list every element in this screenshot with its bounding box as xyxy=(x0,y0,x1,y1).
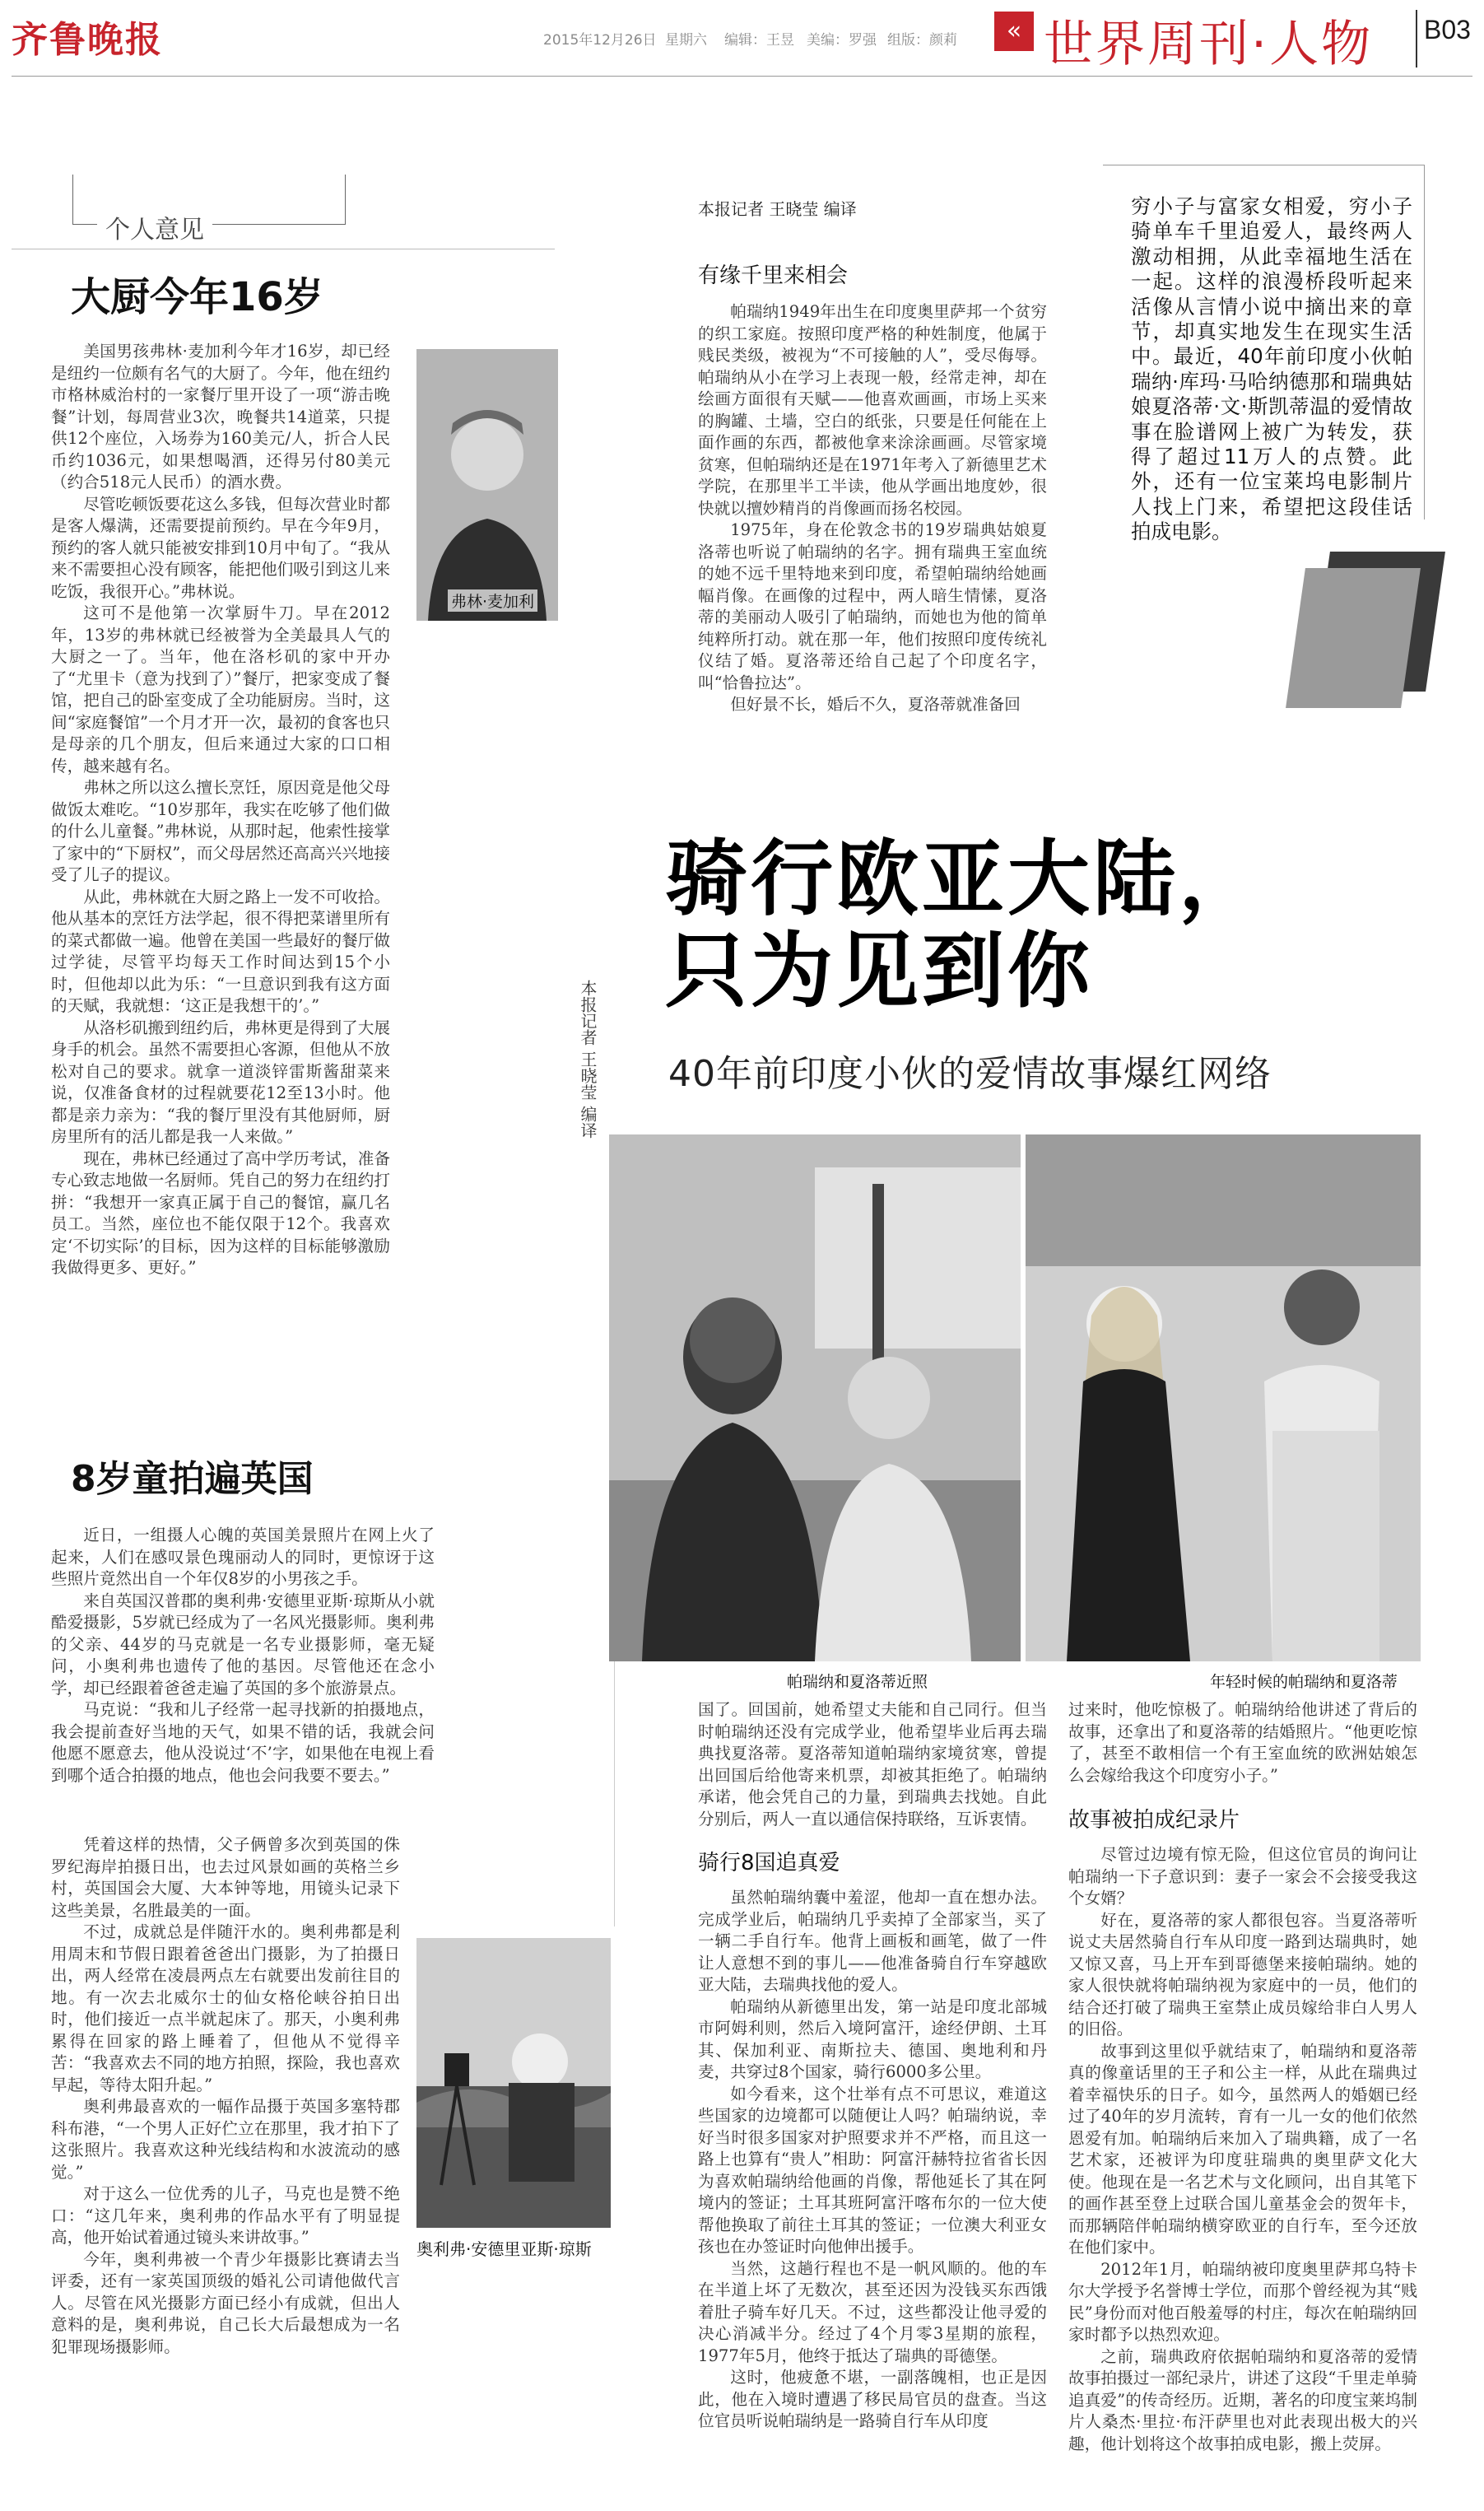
section2-paragraph: 虽然帕瑞纳囊中羞涩，他却一直在想办法。完成学业后，帕瑞纳几乎卖掉了全部家当，买了一辆二手自行车。他背上画板和画笔，做了一件让人意想不到的事儿——他准备骑自行车穿越欧亚大陆，去瑞典找他的爱人。 xyxy=(698,1888,1047,1994)
story1-paragraph: 从洛杉矶搬到纽约后，弗林更是得到了大展身手的机会。虽然不需要担心客源，但他从不放松对自己的要求。就拿一道淡锌雷斯酱甜菜来说，仅准备食材的过程就要花12至13小时。他都是亲力亲为：“我的餐厅里没有其他厨师，厨房里所有的活儿都是我一人来做。” xyxy=(51,1018,390,1146)
section-title: 世界周刊·人物 xyxy=(1044,16,1374,73)
headline xyxy=(665,833,1264,1018)
story2-paragraph: 不过，成就总是伴随汗水的。奥利弗都是利用周末和节假日跟着爸爸出门摄影，为了拍摄日出，两人经常在凌晨两点左右就要出发前往目的地。有一次去北威尔士的仙女格伦峡谷拍日出时，他们接近一点半就起床了。那天，小奥利弗累得在回家的路上睡着了，但他从不觉得辛苦：“我喜欢去不同的地方拍照，探险，我也喜欢早起，等待太阳升起。” xyxy=(51,1922,400,2094)
issue-date: 2015年12月26日 xyxy=(543,32,657,49)
story2-paragraph: 马克说：“我和儿子经常一起寻找新的拍摄地点，我会提前查好当地的天气，如果不错的话，我就会问他愿不愿意去，他从没说过‘不’字，如果他在电视上看到哪个适合拍摄的地点，他也会问我要不要去。” xyxy=(51,1700,435,1785)
headline-line2: 只为见到你 xyxy=(665,923,1093,1019)
story2-title: 8岁童拍遍英国 xyxy=(71,1458,314,1500)
page-number: B03 xyxy=(1424,15,1471,44)
story2-paragraph: 来自英国汉普郡的奥利弗·安德里亚斯·琼斯从小就酷爱摄影，5岁就已经成为了一名风光摄影师。奥利弗的父亲、44岁的马克就是一名专业摄影师，毫无疑问，小奥利弗也遗传了他的基因。尽管他还在念小学，却已经跟着爸爸走遍了英国的多个旅游景点。 xyxy=(51,1591,435,1698)
feature-byline: 本报记者 王晓莹 编译 xyxy=(698,199,857,219)
story1-paragraph: 美国男孩弗林·麦加利今年才16岁，却已经是纽约一位颇有名气的大厨了。今年，他在纽约市格林威治村的一家餐厅里开设了一项“游击晚餐”计划，每周营业3次，晚餐共14道菜，只提供12个座位，入场券为160美元/人，折合人民币约1036元，如果想喝酒，还得另付80美元（约合518元人民币）的酒水费。 xyxy=(51,342,390,491)
flynn-photo-caption: 弗林·麦加利 xyxy=(448,589,537,612)
couple-young-photo xyxy=(1026,1134,1421,1661)
vertical-byline xyxy=(576,980,598,1139)
section3-intro xyxy=(1068,1699,1417,1787)
story1-paragraph: 现在，弗林已经通过了高中学历考试，准备专心致志地做一名厨师。凭自己的努力在纽约打拼：“我想开一家真正属于自己的餐馆，赢几名员工。当然，座位也不能仅限于12个。我喜欢定‘不切实际’的目标，因为这样的目标能够激励我做得更多、更好。” xyxy=(51,1148,390,1277)
issue-weekday: 星期六 xyxy=(665,32,707,49)
story2-paragraph: 对于这么一位优秀的儿子，马克也是赞不绝口：“这几年来，奥利弗的作品水平有了明显提高，他开始试着通过镜头来讲故事。” xyxy=(51,2184,400,2247)
couple-recent-photo-icon xyxy=(609,1134,1021,1661)
masthead-rule xyxy=(12,76,1472,77)
section3-paragraph: 2012年1月，帕瑞纳被印度奥里萨邦乌特卡尔大学授予名誉博士学位，而那个曾经视为其“贱民”身份而对他百般羞辱的村庄，每次在帕瑞纳回家时都予以热烈欢迎。 xyxy=(1068,2259,1417,2344)
subtitle: 40年前印度小伙的爱情故事爆红网络 xyxy=(668,1053,1272,1095)
portrait-icon xyxy=(416,349,558,621)
story1-body xyxy=(51,341,390,1279)
section-arrow-icon: « xyxy=(994,12,1034,51)
section3-paragraph: 尽管过边境有惊无险，但这位官员的询问让帕瑞纳一下子意识到：妻子一家会不会接受我这个女婿？ xyxy=(1068,1845,1417,1908)
story2-paragraph: 近日，一组摄人心魄的英国美景照片在网上火了起来，人们在感叹景色瑰丽动人的同时，更惊讶于这些照片竟然出自一个年仅8岁的小男孩之手。 xyxy=(51,1526,435,1588)
section1-subhead: 有缘千里来相会 xyxy=(698,263,849,288)
story1-paragraph: 弗林之所以这么擅长烹饪，原因竟是他父母做饭太难吃。“10岁那年，我实在吃够了他们做的什么儿童餐。”弗林说，从那时起，他索性接掌了家中的“下厨权”，而父母居然还高高兴兴地接受了儿子的提议。 xyxy=(51,778,390,884)
section1-paragraph: 但好景不长，婚后不久，夏洛蒂就准备回 xyxy=(730,695,1021,714)
headline-line1: 骑行欧亚大陆， xyxy=(665,831,1264,927)
lead-paragraph: 穷小子与富家女相爱，穷小子骑单车千里追爱人，最终两人激动相拥，从此幸福地生活在一起。这样的浪漫桥段听起来活像从言情小说中摘出来的章节，却真实地发生在现实生活中。最近，40年前印度小伙帕瑞纳·库玛·马哈纳德那和瑞典姑娘夏洛蒂·文·斯凯蒂温的爱情故事在脸谱网上被广为转发，获得了超过11万人的点赞。此外，还有一位宝莱坞电影制片人找上门来，希望把这段佳话拍成电影。 xyxy=(1131,194,1412,544)
story1-paragraph: 这可不是他第一次掌厨牛刀。早在2012年，13岁的弗林就已经被誉为全美最具人气的大厨之一了。当年，他在洛杉矶的家中开办了“尤里卡（意为找到了）”餐厅，把家变成了餐馆，把自己的卧室变成了全功能厨房。当时，这间“家庭餐馆”一个月才开一次，最初的食客也只是母亲的几个朋友，但后来通过大家的口口相传，越来越有名。 xyxy=(51,603,390,776)
story1-paragraph: 从此，弗林就在大厨之路上一发不可收拾。他从基本的烹饪方法学起，很不得把菜谱里所有的菜式都做一遍。他曾在美国一些最好的餐厅做过学徒，尽管平均每天工作时间达到15个小时，但他却以此为乐：“一旦意识到我有这方面的天赋，我就想：‘这正是我想干的’。” xyxy=(51,887,390,1015)
landscape-portrait-icon xyxy=(416,1938,611,2228)
section2-body xyxy=(698,1887,1047,2433)
section2-paragraph: 帕瑞纳从新德里出发，第一站是印度北部城市阿姆利则，然后入境阿富汗，途经伊朗、土耳其、保加利亚、南斯拉夫、德国、奥地利和丹麦，共穿过8个国家，骑行6000多公里。 xyxy=(698,1996,1047,2081)
couple-recent-photo xyxy=(609,1134,1021,1661)
section3-intro-paragraph: 过来时，他吃惊极了。帕瑞纳给他讲述了背后的故事，还拿出了和夏洛蒂的结婚照片。“他更吃惊了，甚至不敢相信一个有王室血统的欧洲姑娘怎么会嫁给我这个印度穷小子。” xyxy=(1068,1700,1417,1785)
story2-paragraph: 奥利弗最喜欢的一幅作品摄于英国多塞特郡科布港，“一个男人正好伫立在那里，我才拍下了这张照片。我喜欢这种光线结构和水波流动的感觉。” xyxy=(51,2097,400,2182)
couple-young-photo-icon xyxy=(1026,1134,1421,1661)
vertical-byline-text: 本报记者 王晓莹 编译 xyxy=(578,980,598,1139)
section1-body xyxy=(698,301,1047,716)
story2-body-b xyxy=(51,1834,400,2358)
section3-paragraph: 之前，瑞典政府依据帕瑞纳和夏洛蒂的爱情故事拍摄过一部纪录片，讲述了这段“千里走单骑追真爱”的传奇经历。近期，著名的印度宝莱坞制片人桑杰·里拉·布汗萨里也对此表现出极大的兴趣，他计划将这个故事拍成电影，搬上荧屏。 xyxy=(1068,2346,1417,2453)
oliver-photo-caption: 奥利弗·安德里亚斯·琼斯 xyxy=(416,2239,592,2259)
section3-paragraph: 好在，夏洛蒂的家人都很包容。当夏洛蒂听说丈夫居然骑自行车从印度一路到达瑞典时，她又惊又喜，马上开车到哥德堡来接帕瑞纳。她的家人很快就将帕瑞纳视为家庭中的一员，他们的结合还打破了瑞典王室禁止成员嫁给非白人男人的旧俗。 xyxy=(1068,1910,1417,2038)
story2-paragraph: 今年，奥利弗被一个青少年摄影比赛请去当评委，还有一家英国顶级的婚礼公司请他做代言人。尽管在风光摄影方面已经小有成就，但出人意料的是，奥利弗说，自己长大后最想成为一名犯罪现场摄影师。 xyxy=(51,2249,400,2356)
section2-intro-paragraph: 国了。回国前，她希望丈夫能和自己同行。但当时帕瑞纳还没有完成学业，他希望毕业后再去瑞典找夏洛蒂。夏洛蒂知道帕瑞纳家境贫寒，曾提出回国后给他寄来机票，却被其拒绝了。帕瑞纳承诺，他会凭自己的力量，到瑞典去找她。自此分别后，两人一直以通信保持联络，互诉衷情。 xyxy=(698,1700,1047,1829)
layout-credit: 组版：颜莉 xyxy=(887,32,957,49)
story1-paragraph: 尽管吃顿饭要花这么多钱，但每次营业时都是客人爆满，还需要提前预约。早在今年9月，预约的客人就只能被安排到10月中旬了。“我从来不需要担心没有顾客，能把他们吸引到这儿来吃饭，我很开心。”弗林说。 xyxy=(51,494,390,601)
section3-paragraph: 故事到这里似乎就结束了，帕瑞纳和夏洛蒂真的像童话里的王子和公主一样，从此在瑞典过着幸福快乐的日子。如今，虽然两人的婚姻已经过了40年的岁月流转，育有一儿一女的他们依然恩爱有加。帕瑞纳后来加入了瑞典籍，成了一名艺术家，还被评为印度驻瑞典的奥里萨文化大使。他现在是一名艺术与文化顾问，出自其笔下的画作甚至登上过联合国儿童基金会的贺年卡，而那辆陪伴帕瑞纳横穿欧亚的自行车，至今还放在他们家中。 xyxy=(1068,2041,1417,2257)
oliver-jones-photo xyxy=(416,1938,611,2228)
photo2-caption: 年轻时候的帕瑞纳和夏洛蒂 xyxy=(1210,1673,1398,1691)
section2-intro xyxy=(698,1699,1047,1830)
section3-body xyxy=(1068,1844,1417,2455)
story2-body-a xyxy=(51,1525,435,1787)
section2-paragraph: 如今看来，这个壮举有点不可思议，难道这些国家的边境都可以随便让人吗？帕瑞纳说，幸好当时很多国家对护照要求并不严格，而且这一路上也算有“贵人”相助：阿富汗赫特拉省省长因为喜欢帕瑞纳给他画的肖像，帮他延长了其在阿境内的签证；土耳其班阿富汗喀布尔的一位大使帮他换取了前往土耳其的签证；一位澳大利亚女孩也在办签证时向他伸出援手。 xyxy=(698,2084,1047,2256)
opinion-label: 个人意见 xyxy=(97,209,212,245)
section3-subhead: 故事被拍成纪录片 xyxy=(1068,1808,1240,1833)
section2-paragraph: 当然，这趟行程也不是一帆风顺的。他的车在半道上坏了无数次，甚至还因为没钱买东西饿着肚子骑车好几天。不过，这些都没让他寻爱的决心消减半分。经过了4个月零3星期的旅程，1977年5月，他终于抵达了瑞典的哥德堡。 xyxy=(698,2258,1047,2365)
section1-paragraph: 1975年，身在伦敦念书的19岁瑞典姑娘夏洛蒂也听说了帕瑞纳的名字。拥有瑞典王室血统的她不远千里特地来到印度，希望帕瑞纳给她画幅肖像。在画像的过程中，两人暗生情愫，夏洛蒂的美丽动人吸引了帕瑞纳，而她也为他的简单纯粹所打动。就在那一年，他们按照印度传统礼仪结了婚。夏洛蒂还给自己起了个印度名字，叫“恰鲁拉达”。 xyxy=(698,520,1047,692)
newspaper-logo: 齐鲁晚报 xyxy=(12,19,163,61)
photo1-caption: 帕瑞纳和夏洛蒂近照 xyxy=(787,1673,928,1691)
masthead-divider xyxy=(1416,10,1417,68)
section2-subhead: 骑行8国追真爱 xyxy=(698,1851,840,1875)
art-credit: 美编：罗强 xyxy=(807,32,877,49)
story1-title: 大厨今年16岁 xyxy=(71,274,323,320)
section1-paragraph: 帕瑞纳1949年出生在印度奥里萨邦一个贫穷的织工家庭。按照印度严格的种姓制度，他属于贱民类级，被视为“不可接触的人”，受尽侮辱。帕瑞纳从小在学习上表现一般，经常走神，却在绘画方面很有天赋——他喜欢画画，市场上买来的胸罐、土墙，空白的纸张，只要是任何能在上面作画的东西，都被他拿来涂涂画画。尽管家境贫寒，但帕瑞纳还是在1971年考入了新德里艺术学院，在那里半工半读，他从学画出地度妙，很快就以擅妙精肖的肖像画而扬名校园。 xyxy=(698,302,1047,518)
section2-paragraph: 这时，他疲惫不堪，一副落魄相，也正是因此，他在入境时遭遇了移民局官员的盘查。当这位官员听说帕瑞纳是一路骑自行车从印度 xyxy=(698,2368,1047,2430)
decorative-quote-shadow xyxy=(1286,568,1421,708)
flynn-mcgarry-photo xyxy=(416,349,558,621)
editor-credit: 编辑：王昱 xyxy=(724,32,794,49)
story2-paragraph: 凭着这样的热情，父子俩曾多次到英国的侏罗纪海岸拍摄日出，也去过风景如画的英格兰乡村，英国国会大厦、大本钟等地，用镜头记录下这些美景，名胜最美的一面。 xyxy=(51,1835,400,1920)
